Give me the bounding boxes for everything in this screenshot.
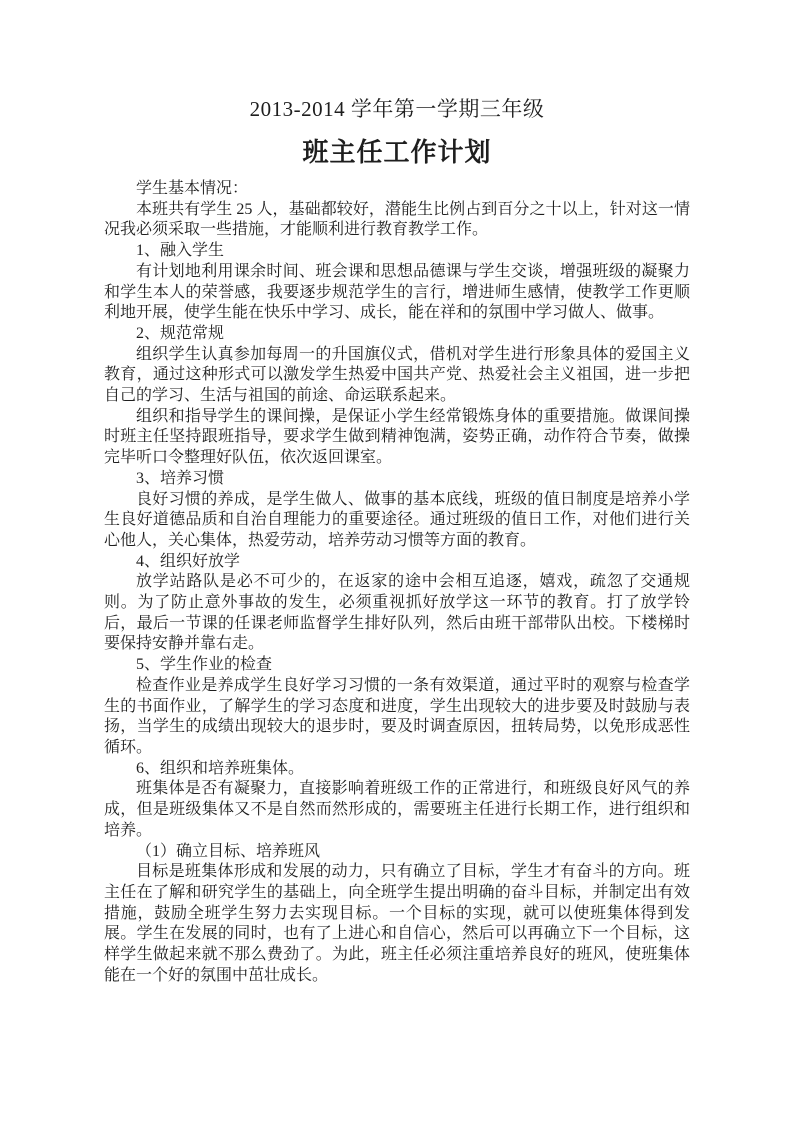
paragraph: 目标是班集体形成和发展的动力，只有确立了目标，学生才有奋斗的方向。班主任在了解和研究学生的基础上，向全班学生提出明确的奋斗目标，并制定出有效措施，鼓励全班学生努力去实现目标。一个目标的实现，就可以使班集体得到发展。学生在发展的同时，也有了上进心和自信心，然后可以再确立下一个目标，这样学生做起来就不那么费劲了。为此，班主任必须注重培养良好的班风，使班集体能在一个好的氛围中茁壮成长。 — [104, 863, 690, 984]
document-subtitle: 2013-2014 学年第一学期三年级 — [249, 97, 545, 121]
paragraph: 本班共有学生 25 人，基础都较好，潜能生比例占到百分之十以上，针对这一情况我必须采取一些措施，才能顺利进行教育教学工作。 — [104, 200, 690, 239]
paragraph: （1）确立目标、培养班风 — [136, 842, 321, 860]
paragraph: 3、培养习惯 — [136, 469, 225, 487]
paragraph: 6、组织和培养班集体。 — [136, 759, 305, 777]
document-body — [104, 179, 690, 986]
paragraph: 4、组织好放学 — [136, 552, 241, 570]
paragraph: 2、规范常规 — [136, 324, 225, 342]
paragraph: 班集体是否有凝聚力，直接影响着班级工作的正常进行，和班级良好风气的养成，但是班级集体又不是自然而然形成的，需要班主任进行长期工作，进行组织和培养。 — [104, 780, 690, 839]
paragraph: 组织和指导学生的课间操，是保证小学生经常锻炼身体的重要措施。做课间操时班主任坚持跟班指导，要求学生做到精神饱满，姿势正确，动作符合节奏，做操完毕听口令整理好队伍，依次返回课室。 — [104, 407, 690, 467]
paragraph: 良好习惯的养成，是学生做人、做事的基本底线，班级的值日制度是培养小学生良好道德品质和自治自理能力的重要途径。通过班级的值日工作，对他们进行关心他人，关心集体，热爱劳动，培养劳动习惯等方面的教育。 — [104, 490, 690, 549]
paragraph: 学生基本情况： — [136, 180, 249, 197]
paragraph: 有计划地利用课余时间、班会课和思想品德课与学生交谈，增强班级的凝聚力和学生本人的荣誉感，我要逐步规范学生的言行，增进师生感情，使教学工作更顺利地开展，使学生能在快乐中学习、成长，能在祥和的氛围中学习做人、做事。 — [104, 262, 690, 322]
paragraph: 1、融入学生 — [136, 242, 225, 260]
paragraph: 组织学生认真参加每周一的升国旗仪式，借机对学生进行形象具体的爱国主义教育，通过这种形式可以激发学生热爱中国共产党、热爱社会主义祖国，进一步把自己的学习、生活与祖国的前途、命运联系起来。 — [104, 345, 690, 405]
paragraph: 放学站路队是必不可少的，在返家的途中会相互追逐，嬉戏，疏忽了交通规则。为了防止意外事故的发生，必须重视抓好放学这一环节的教育。打了放学铃后，最后一节课的任课老师监督学生排好队列，然后由班干部带队出校。下楼梯时要保持安静并靠右走。 — [104, 573, 690, 653]
document-title: 班主任工作计划 — [302, 138, 492, 167]
paragraph: 检查作业是养成学生良好学习习惯的一条有效渠道，通过平时的观察与检查学生的书面作业，了解学生的学习态度和进度，学生出现较大的进步要及时鼓励与表扬，当学生的成绩出现较大的退步时，要及时调查原因，扭转局势，以免形成恶性循环。 — [104, 676, 690, 756]
paragraph: 5、学生作业的检查 — [136, 656, 273, 674]
